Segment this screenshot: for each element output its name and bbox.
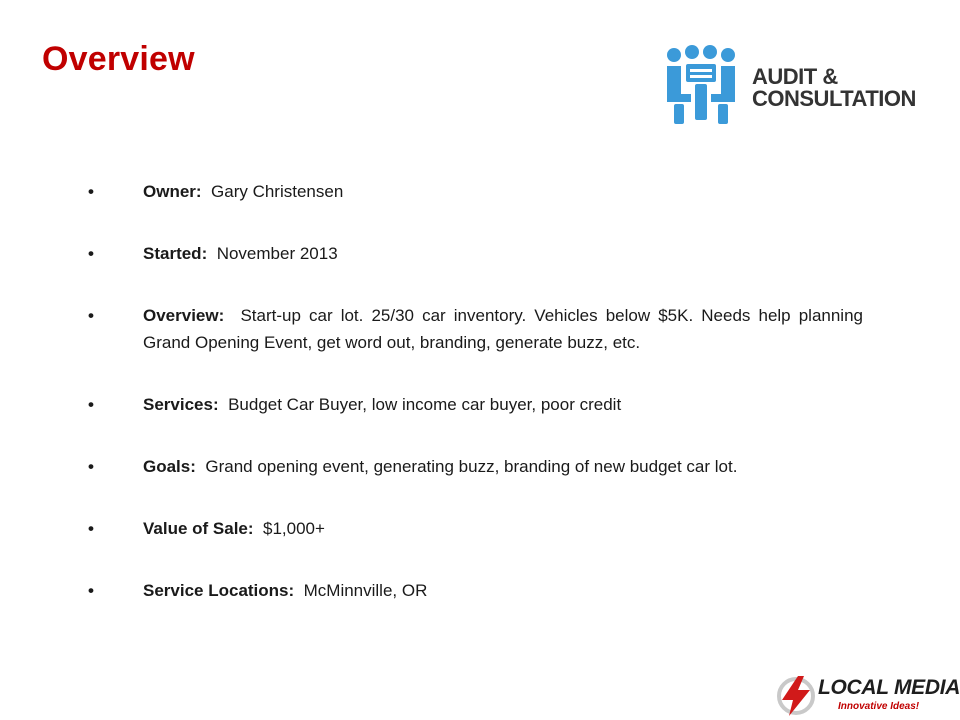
local-media-logo <box>776 672 960 720</box>
bullet-label: Service Locations: <box>143 581 295 600</box>
bullet-dot: • <box>88 182 94 201</box>
bullet-value: $1,000+ <box>263 519 325 538</box>
bullet-dot: • <box>88 395 94 414</box>
bullet-dot: • <box>88 457 94 476</box>
bullet-label: Owner: <box>143 182 202 201</box>
bullet-overview <box>88 302 863 356</box>
bullet-dot: • <box>88 244 94 263</box>
bullet-list <box>88 178 863 639</box>
bullet-started <box>88 240 863 267</box>
bullet-value: Grand opening event, generating buzz, branding of new budget car lot. <box>205 457 738 476</box>
bullet-value: November 2013 <box>216 244 338 263</box>
bullet-service-locations <box>88 577 863 604</box>
team-meeting-icon <box>662 44 742 126</box>
bullet-goals <box>88 453 863 480</box>
logo-name: LOCAL MEDIA <box>818 676 960 699</box>
bullet-value: Gary Christensen <box>211 182 344 201</box>
bullet-dot: • <box>88 306 94 325</box>
logo-tagline: Innovative Ideas! <box>838 701 920 712</box>
audit-consultation-badge <box>662 44 942 126</box>
lightning-bolt-icon <box>776 672 818 718</box>
bullet-dot: • <box>88 581 94 600</box>
bullet-services <box>88 391 863 418</box>
bullet-value: Start-up car lot. 25/30 car inventory. Vehicles below $5K. Needs help planning Grand Opening Event, get word out, branding, generate buzz, etc. <box>143 306 863 352</box>
bullet-label: Services: <box>143 395 219 414</box>
bullet-label: Started: <box>143 244 208 263</box>
bullet-value-of-sale <box>88 515 863 542</box>
bullet-label: Goals: <box>143 457 196 476</box>
badge-label <box>752 66 916 110</box>
slide-title: Overview <box>42 40 195 78</box>
badge-line-1: AUDIT & <box>752 64 838 89</box>
bullet-value: Budget Car Buyer, low income car buyer, poor credit <box>228 395 622 414</box>
badge-line-2: CONSULTATION <box>752 86 916 111</box>
bullet-label: Overview: <box>143 306 225 325</box>
bullet-dot: • <box>88 519 94 538</box>
bullet-label: Value of Sale: <box>143 519 254 538</box>
bullet-owner <box>88 178 863 205</box>
bullet-value: McMinnville, OR <box>303 581 428 600</box>
